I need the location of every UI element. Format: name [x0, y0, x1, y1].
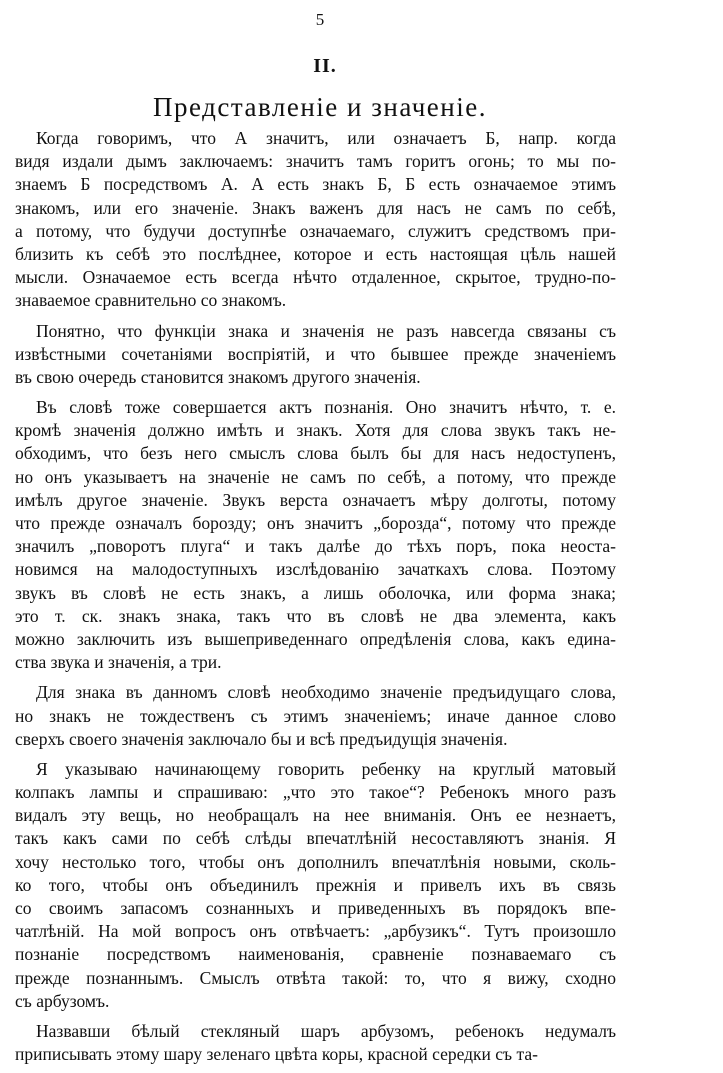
text-line: близить къ себѣ это послѣднее, которое и есть настоящая цѣль нашей: [15, 243, 616, 264]
text-line: Назвавши бѣлый стекляный шаръ арбузомъ, ребенокъ недумалъ: [36, 1020, 616, 1041]
text-line: Понятно, что функціи знака и значенія не разъ навсегда связаны съ: [36, 320, 616, 341]
text-line: видя издали дымъ заключаемъ: значитъ тамъ горитъ огонь; то мы по-: [15, 151, 616, 172]
text-line: можно заключить изъ вышеприведеннаго опредѣленія слова, какъ едина-: [15, 628, 616, 649]
paragraph: [10, 320, 616, 390]
text-line: знаваемое сравнительно со знакомъ.: [15, 290, 287, 311]
text-line: кромѣ значенія должно имѣть и знакъ. Хотя для слова звукъ такъ не-: [15, 420, 616, 441]
text-line: новимся на малодоступныхъ изслѣдованію зачаткахъ слова. Поэтому: [15, 559, 616, 580]
text-line: Въ словѣ тоже совершается актъ познанія. Оно значитъ нѣчто, т. е.: [36, 397, 616, 418]
text-line: въ свою очередь становится знакомъ другого значенія.: [15, 366, 421, 387]
text-line: Когда говоримъ, что А значитъ, или означаетъ Б, напр. когда: [36, 128, 616, 148]
paragraph: [10, 681, 616, 751]
text-body: [10, 127, 616, 1073]
text-line: чатлѣній. На мой вопросъ онъ отвѣчаетъ: „арбузикъ“. Тутъ произошло: [15, 921, 616, 942]
text-line: съ арбузомъ.: [15, 990, 110, 1011]
text-line: мысли. Означаемое есть всегда нѣчто отдаленное, скрытое, трудно-по-: [15, 267, 616, 288]
text-line: имѣлъ другое значеніе. Звукъ верста означаетъ мѣру долготы, потому: [15, 489, 616, 510]
text-line: знакомъ, или его значеніе. Знакъ важенъ для насъ не самъ по себѣ,: [15, 197, 616, 218]
text-line: сверхъ своего значенія заключало бы и всѣ предъидущія значенія.: [15, 728, 508, 749]
text-line: а потому, что будучи доступнѣе означаемаго, служитъ средствомъ при-: [15, 220, 616, 241]
text-line: но онъ указываетъ на значеніе не самъ по себѣ, а потому, что прежде: [15, 466, 616, 487]
text-line: Для знака въ данномъ словѣ необходимо значеніе предъидущаго слова,: [36, 682, 616, 703]
paragraph: [10, 127, 616, 313]
text-line: ства звука и значенія, а три.: [15, 652, 222, 673]
paragraph: [10, 1020, 616, 1066]
text-line: но знакъ не тождественъ съ этимъ значеніемъ; иначе данное слово: [15, 705, 616, 726]
text-line: приписывать этому шару зеленаго цвѣта коры, красной середки съ та-: [15, 1044, 538, 1065]
text-line: знаемъ Б посредствомъ А. А есть знакъ Б, Б есть означаемое этимъ: [15, 174, 616, 195]
chapter-title: Представленіе и значеніе.: [153, 92, 487, 122]
text-line: хочу нестолько того, чтобы онъ дополнилъ впечатлѣнія новыми, сколь-: [15, 851, 616, 872]
paragraph: [10, 758, 616, 1013]
text-line: со своимъ запасомъ сознанныхъ и приведенныхъ въ порядокъ впе-: [15, 898, 616, 918]
text-line: прежде познаннымъ. Смыслъ отвѣта такой: то, что я вижу, сходно: [15, 967, 616, 988]
text-line: обходимъ, что безъ него смыслъ слова былъ бы для насъ недоступенъ,: [15, 443, 616, 464]
text-line: звукъ въ словѣ не есть знакъ, а лишь оболочка, или форма знака;: [15, 582, 616, 603]
text-line: извѣстными сочетаніями воспріятій, и что бывшее прежде значеніемъ: [15, 343, 616, 364]
text-line: видалъ эту вещь, но необращалъ на нее вниманія. Онъ ее незнаетъ,: [15, 805, 616, 826]
text-line: такъ какъ сами по себѣ слѣды впечатлѣній несоставляютъ знанія. Я: [15, 828, 616, 849]
page-number: 5: [315, 10, 325, 29]
chapter-number: II.: [313, 55, 337, 77]
text-line: значилъ „поворотъ плуга“ и такъ далѣе до тѣхъ поръ, пока неоста-: [15, 536, 616, 557]
text-line: Я указываю начинающему говорить ребенку на круглый матовый: [36, 758, 616, 779]
text-line: что прежде означалъ борозду; онъ значитъ „борозда“, потому что прежде: [15, 513, 616, 533]
text-line: колпакъ лампы и спрашиваю: „что это такое“? Ребенокъ много разъ: [15, 782, 616, 803]
text-line: познаніе посредствомъ наименованія, сравненіе познаваемаго съ: [15, 944, 616, 965]
paragraph: [10, 396, 616, 674]
text-line: ко того, чтобы онъ объединилъ прежнія и привелъ ихъ въ связь: [15, 874, 616, 895]
text-line: это т. ск. знакъ знака, такъ что въ словѣ не два элемента, какъ: [15, 605, 616, 626]
